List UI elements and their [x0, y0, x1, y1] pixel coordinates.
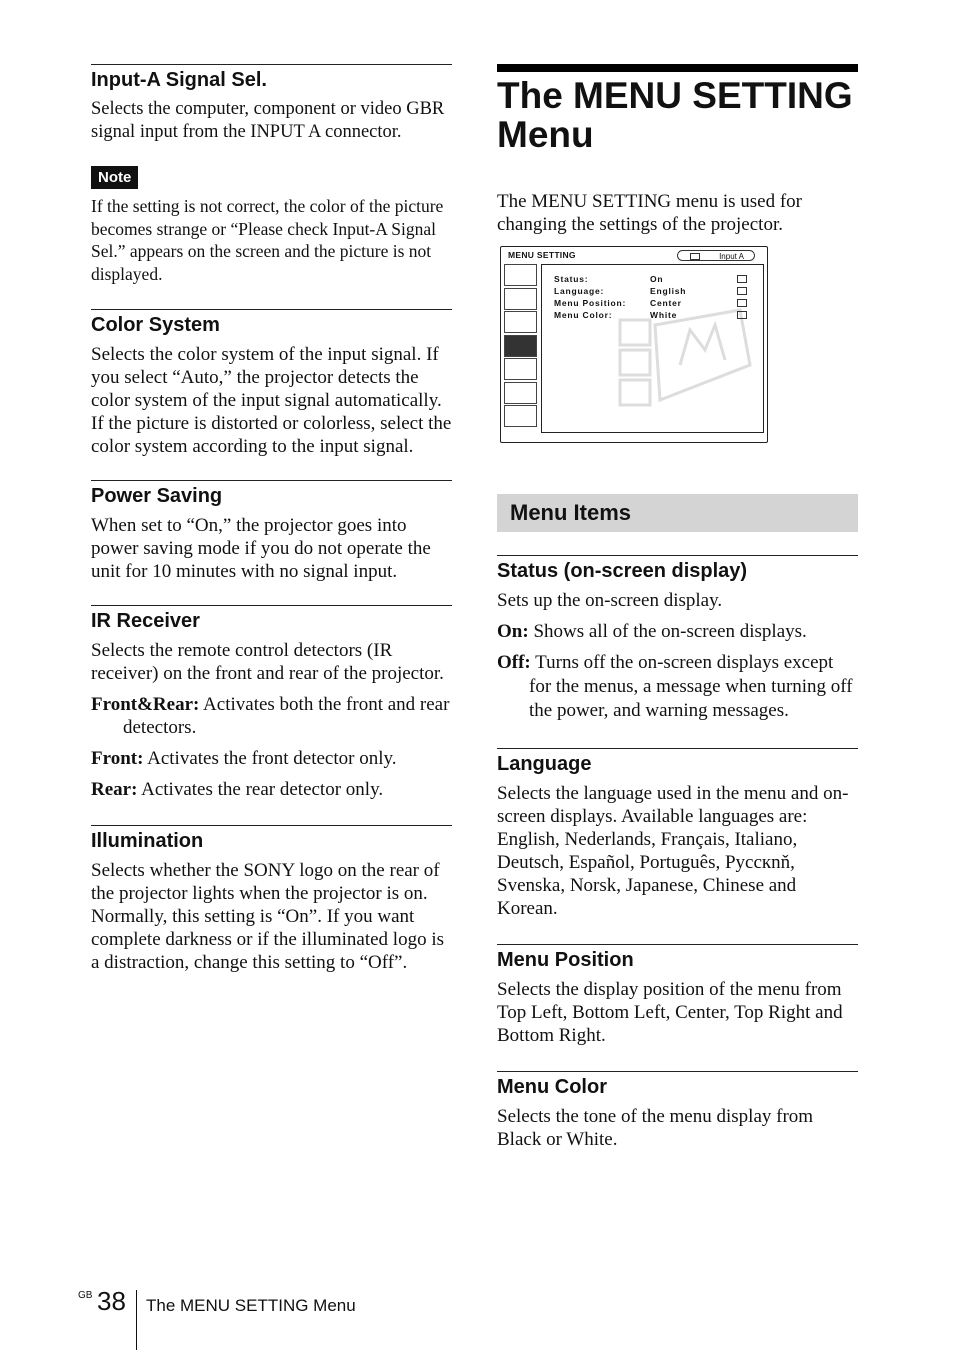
menu-row-language-label: Language: — [554, 286, 605, 296]
section-status — [497, 555, 858, 723]
section-illumination — [91, 825, 452, 974]
heading-ir-receiver: IR Receiver — [91, 605, 452, 633]
section-color-system — [91, 309, 452, 458]
ir-item-rear: Rear: Activates the rear detector only. — [91, 779, 384, 800]
heading-illumination: Illumination — [91, 825, 452, 853]
footer-section-title: The MENU SETTING Menu — [146, 1296, 356, 1315]
ir-item-front-rear: Front&Rear: Activates both the front and rear detectors. — [91, 694, 450, 738]
ir-receiver-body: Selects the remote control detectors (IR receiver) on the front and rear of the projector. — [91, 640, 444, 684]
section-input-a — [91, 64, 452, 285]
position-small-icon — [737, 299, 747, 307]
status-body: Sets up the on-screen display. — [497, 590, 723, 611]
setting-icon — [504, 311, 537, 333]
menu-row-color-value: White — [650, 310, 678, 320]
note-text: If the setting is not correct, the color of the picture becomes strange or “Please check Input-A Signal Sel.” appears on the screen and the picture is not displayed. — [91, 196, 444, 284]
menu-watermark-icon — [600, 305, 760, 415]
status-item-off: Off: Turns off the on-screen displays except for the menus, a message when turning off the power, and warning messages. — [497, 652, 853, 721]
section-menu-position — [497, 944, 858, 1047]
menu-setting-icon — [504, 335, 537, 357]
menu-row-color-label: Menu Color: — [554, 310, 613, 320]
heading-color-system: Color System — [91, 309, 452, 337]
menu-row-position-label: Menu Position: — [554, 298, 627, 308]
installation-icon — [504, 358, 537, 380]
information-icon — [504, 382, 537, 404]
menu-icon-column — [504, 264, 539, 429]
menu-row-status-value: On — [650, 274, 664, 284]
menu-screenshot — [500, 246, 768, 443]
section-power-saving — [91, 480, 452, 583]
illumination-body: Selects whether the SONY logo on the rear of the projector lights when the projector is on. Normally, this setting is “On”. If you want complete darkness or if the illuminated logo is a distraction, change this setting to “Off”. — [91, 860, 445, 973]
input-setting-icon — [504, 288, 537, 310]
input-a-body: Selects the computer, component or video GBR signal input from the INPUT A connector. — [91, 99, 445, 142]
menu-panel — [541, 264, 764, 433]
page-title: The MENU SETTING Menu — [497, 64, 858, 154]
language-small-icon — [737, 287, 747, 295]
menu-color-body: Selects the tone of the menu display from Black or White. — [497, 1106, 814, 1150]
heading-language: Language — [497, 748, 858, 776]
color-system-body: Selects the color system of the input signal. If you select “Auto,” the projector detects the color system of the input signal automatically. If the picture is distorted or colorless, select the color system according to the input signal. — [91, 344, 452, 457]
heading-power-saving: Power Saving — [91, 480, 452, 508]
section-language — [497, 748, 858, 920]
menu-items-band: Menu Items — [497, 494, 858, 532]
heading-status: Status (on-screen display) — [497, 555, 858, 583]
menu-row-language-value: English — [650, 286, 687, 296]
footer-divider — [136, 1290, 137, 1350]
right-column — [497, 64, 858, 1151]
heading-menu-position: Menu Position — [497, 944, 858, 972]
menu-screen-title: MENU SETTING — [508, 250, 576, 260]
status-item-on: On: Shows all of the on-screen displays. — [497, 621, 807, 642]
blank-icon-slot — [504, 405, 537, 427]
note-badge: Note — [91, 166, 138, 189]
page-number: 38 — [97, 1286, 126, 1316]
menu-row-status-label: Status: — [554, 274, 589, 284]
section-menu-color — [497, 1071, 858, 1151]
picture-menu-icon — [504, 264, 537, 286]
left-column — [91, 64, 452, 974]
section-ir-receiver — [91, 605, 452, 801]
menu-row-position-value: Center — [650, 298, 682, 308]
color-small-icon — [737, 311, 747, 319]
ir-item-front: Front: Activates the front detector only. — [91, 748, 397, 769]
heading-input-a: Input-A Signal Sel. — [91, 64, 452, 92]
intro-text: The MENU SETTING menu is used for changing the settings of the projector. — [497, 191, 803, 235]
menu-input-indicator: Input A — [677, 250, 755, 261]
heading-menu-color: Menu Color — [497, 1071, 858, 1099]
power-saving-body: When set to “On,” the projector goes into power saving mode if you do not operate the unit for 10 minutes with no signal input. — [91, 515, 431, 582]
input-icon — [690, 253, 700, 260]
footer-region-code: GB — [78, 1290, 93, 1301]
menu-position-body: Selects the display position of the menu from Top Left, Bottom Left, Center, Top Right and Bottom Right. — [497, 979, 843, 1046]
language-body: Selects the language used in the menu and on-screen displays. Available languages are: English, Nederlands, Français, Italiano, Deutsch, Español, Português, Pyccкnň, Svenska, Norsk, Japanese, Chinese and Korean. — [497, 783, 849, 919]
status-small-icon — [737, 275, 747, 283]
